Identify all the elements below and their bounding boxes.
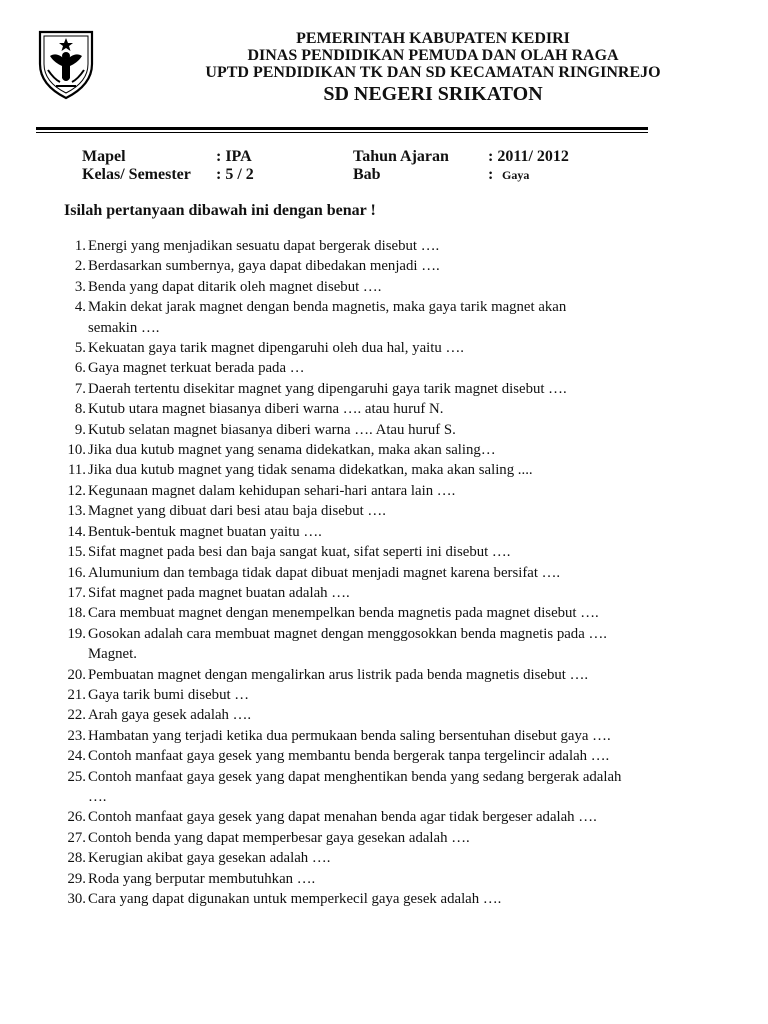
bab-label: Bab bbox=[353, 166, 381, 183]
question-item bbox=[62, 542, 742, 562]
question-item bbox=[62, 522, 742, 542]
question-text: Cara yang dapat digunakan untuk memperkecil gaya gesek adalah …. bbox=[88, 891, 502, 907]
question-text: Gaya tarik bumi disebut … bbox=[88, 686, 250, 703]
letterhead bbox=[100, 30, 766, 106]
question-text: Kutub utara magnet biasanya diberi warna …. atau huruf N. bbox=[88, 401, 444, 418]
question-number: 8. bbox=[74, 401, 86, 418]
question-item bbox=[62, 236, 742, 256]
question-text: Gaya magnet terkuat berada pada … bbox=[88, 360, 305, 377]
question-item bbox=[62, 440, 742, 460]
question-number: 29. bbox=[67, 870, 86, 887]
question-number: 22. bbox=[67, 707, 86, 724]
question-number: 10. bbox=[67, 442, 86, 459]
question-number: 25. bbox=[67, 768, 86, 785]
question-text: Benda yang dapat ditarik oleh magnet disebut …. bbox=[88, 278, 382, 295]
question-item bbox=[62, 828, 742, 848]
question-number: 17. bbox=[67, 584, 86, 601]
question-item bbox=[62, 338, 742, 358]
question-item bbox=[62, 685, 742, 705]
question-item bbox=[62, 665, 742, 685]
question-number: 3. bbox=[74, 278, 86, 295]
question-number: 20. bbox=[67, 666, 86, 683]
question-text: Jika dua kutub magnet yang tidak senama didekatkan, maka akan saling .... bbox=[88, 462, 533, 479]
question-text: Arah gaya gesek adalah …. bbox=[88, 707, 252, 724]
question-item bbox=[62, 869, 742, 889]
question-item bbox=[62, 277, 742, 297]
mapel-label: Mapel bbox=[82, 148, 126, 165]
header-rule-thick bbox=[36, 127, 648, 130]
question-item bbox=[62, 746, 742, 766]
question-number: 7. bbox=[74, 380, 86, 397]
question-item bbox=[62, 848, 742, 868]
question-number: 26. bbox=[67, 809, 86, 826]
question-item bbox=[62, 460, 742, 480]
question-text: Sifat magnet pada magnet buatan adalah …. bbox=[88, 584, 350, 601]
question-text: Contoh benda yang dapat memperbesar gaya gesekan adalah …. bbox=[88, 829, 470, 846]
question-list bbox=[62, 236, 742, 909]
question-text: Energi yang menjadikan sesuatu dapat bergerak disebut …. bbox=[88, 238, 440, 254]
question-number: 19. bbox=[67, 625, 86, 642]
question-number: 4. bbox=[74, 299, 86, 316]
question-text: Berdasarkan sumbernya, gaya dapat dibedakan menjadi …. bbox=[88, 258, 440, 275]
question-text: Contoh manfaat gaya gesek yang dapat menghentikan benda yang sedang bergerak adalah …. bbox=[88, 768, 622, 805]
letterhead-line-2: DINAS PENDIDIKAN PEMUDA DAN OLAH RAGA bbox=[247, 47, 619, 64]
question-text: Gosokan adalah cara membuat magnet dengan menggosokkan benda magnetis pada …. Magnet. bbox=[88, 625, 607, 663]
question-item bbox=[62, 583, 742, 603]
question-text: Contoh manfaat gaya gesek yang dapat menahan benda agar tidak bergeser adalah …. bbox=[88, 809, 597, 826]
question-number: 18. bbox=[67, 605, 86, 622]
question-number: 15. bbox=[67, 544, 86, 561]
question-text: Sifat magnet pada besi dan baja sangat kuat, sifat seperti ini disebut …. bbox=[88, 544, 511, 561]
question-number: 5. bbox=[74, 340, 86, 357]
question-number: 2. bbox=[74, 258, 86, 275]
question-item bbox=[62, 256, 742, 276]
question-item bbox=[62, 481, 742, 501]
question-text: Contoh manfaat gaya gesek yang membantu benda bergerak tanpa tergelincir adalah …. bbox=[88, 748, 610, 765]
kelas-semester-value: : 5 / 2 bbox=[216, 166, 254, 183]
question-number: 11. bbox=[68, 462, 86, 479]
question-text: Jika dua kutub magnet yang senama didekatkan, maka akan saling… bbox=[88, 442, 496, 459]
instruction: Isilah pertanyaan dibawah ini dengan benar ! bbox=[64, 202, 376, 219]
regency-crest-icon bbox=[34, 26, 98, 100]
question-item bbox=[62, 297, 742, 338]
question-number: 24. bbox=[67, 748, 86, 765]
question-text: Cara membuat magnet dengan menempelkan benda magnetis pada magnet disebut …. bbox=[88, 605, 599, 622]
question-text: Kutub selatan magnet biasanya diberi warna …. Atau huruf S. bbox=[88, 421, 456, 438]
tahun-ajaran-value: : 2011/ 2012 bbox=[488, 148, 569, 165]
question-number: 12. bbox=[67, 482, 86, 499]
question-text: Kekuatan gaya tarik magnet dipengaruhi oleh dua hal, yaitu …. bbox=[88, 340, 464, 357]
question-item bbox=[62, 358, 742, 378]
question-item bbox=[62, 399, 742, 419]
question-text: Daerah tertentu disekitar magnet yang dipengaruhi gaya tarik magnet disebut …. bbox=[88, 380, 567, 397]
letterhead-line-3: UPTD PENDIDIKAN TK DAN SD KECAMATAN RINGINREJO bbox=[205, 64, 661, 81]
question-text: Kegunaan magnet dalam kehidupan sehari-hari antara lain …. bbox=[88, 482, 456, 499]
question-text: Alumunium dan tembaga tidak dapat dibuat menjadi magnet karena bersifat …. bbox=[88, 564, 561, 581]
question-number: 6. bbox=[74, 360, 86, 377]
question-item bbox=[62, 767, 742, 808]
bab-colon: : bbox=[488, 166, 494, 183]
question-text: Hambatan yang terjadi ketika dua permukaan benda saling bersentuhan disebut gaya …. bbox=[88, 727, 611, 744]
question-text: Kerugian akibat gaya gesekan adalah …. bbox=[88, 850, 331, 867]
question-number: 30. bbox=[67, 891, 86, 907]
question-item bbox=[62, 420, 742, 440]
question-text: Makin dekat jarak magnet dengan benda magnetis, maka gaya tarik magnet akan semakin …. bbox=[88, 299, 567, 336]
question-number: 9. bbox=[74, 421, 86, 438]
question-number: 28. bbox=[67, 850, 86, 867]
question-item bbox=[62, 563, 742, 583]
tahun-ajaran-label: Tahun Ajaran bbox=[353, 148, 449, 165]
question-item bbox=[62, 379, 742, 399]
question-number: 13. bbox=[67, 503, 86, 520]
question-item bbox=[62, 624, 742, 665]
question-number: 14. bbox=[67, 523, 86, 540]
question-text: Pembuatan magnet dengan mengalirkan arus listrik pada benda magnetis disebut …. bbox=[88, 666, 589, 683]
question-text: Roda yang berputar membutuhkan …. bbox=[88, 870, 316, 887]
bab-value: Gaya bbox=[502, 168, 530, 182]
question-number: 16. bbox=[67, 564, 86, 581]
header-rule-thin bbox=[36, 132, 648, 133]
kelas-semester-label: Kelas/ Semester bbox=[82, 166, 191, 183]
question-item bbox=[62, 726, 742, 746]
question-item bbox=[62, 705, 742, 725]
school-name: SD NEGERI SRIKATON bbox=[323, 83, 543, 105]
question-item bbox=[62, 603, 742, 623]
question-text: Bentuk-bentuk magnet buatan yaitu …. bbox=[88, 523, 322, 540]
question-text: Magnet yang dibuat dari besi atau baja disebut …. bbox=[88, 503, 386, 520]
question-number: 27. bbox=[67, 829, 86, 846]
question-number: 23. bbox=[67, 727, 86, 744]
question-number: 1. bbox=[74, 238, 86, 254]
question-item bbox=[62, 889, 742, 909]
letterhead-line-1: PEMERINTAH KABUPATEN KEDIRI bbox=[296, 30, 570, 47]
mapel-value: : IPA bbox=[216, 148, 252, 165]
question-number: 21. bbox=[67, 686, 86, 703]
question-item bbox=[62, 807, 742, 827]
question-item bbox=[62, 501, 742, 521]
